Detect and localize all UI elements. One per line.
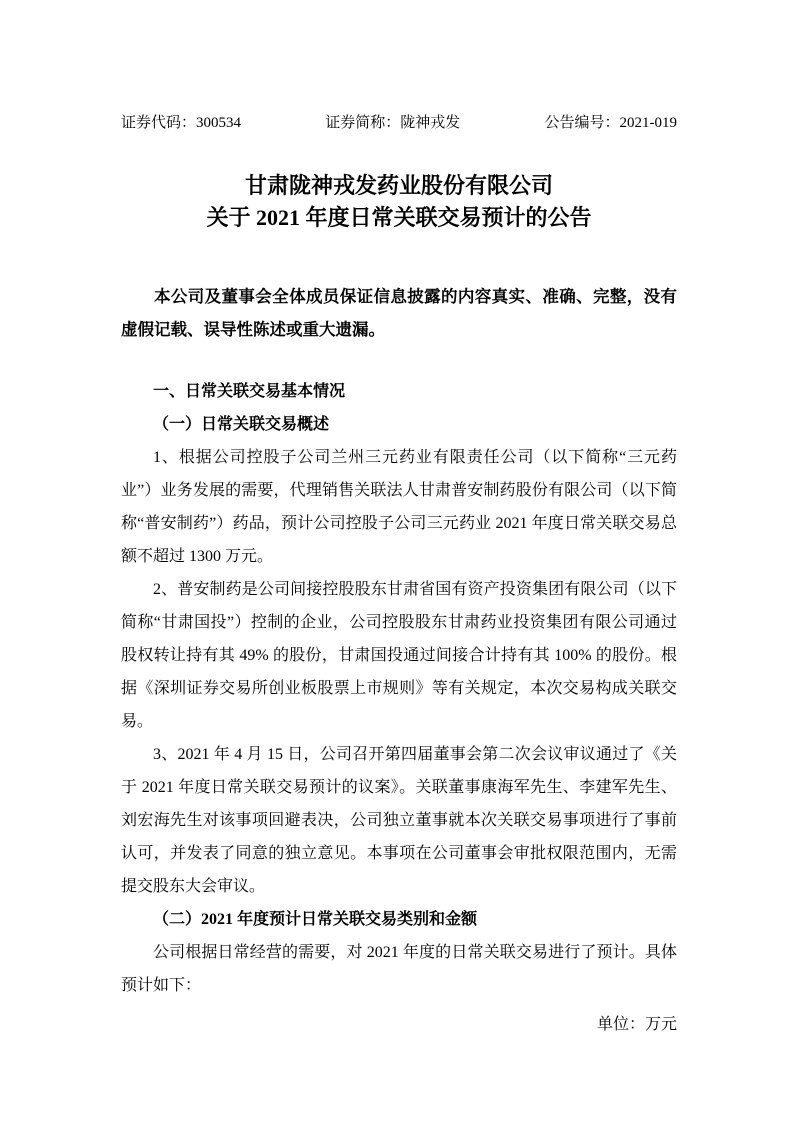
unit-note: 单位：万元 bbox=[596, 1016, 677, 1033]
board-statement: 本公司及董事会全体成员保证信息披露的内容真实、准确、完整，没有虚假记载、误导性陈述或重大遗漏。 bbox=[121, 287, 677, 339]
paragraph-1: 1、根据公司控股子公司兰州三元药业有限责任公司（以下简称“三元药业”）业务发展的需要，代理销售关联法人甘肃普安制药股份有限公司（以下简称“普安制药”）药品，预计公司控股子公司三元药业 2021 年度日常关联交易总额不超过 1300 万元。 bbox=[121, 449, 677, 565]
section-1-heading: 一、日常关联交易基本情况 bbox=[153, 383, 346, 400]
title-company-name: 甘肃陇神戎发药业股份有限公司 bbox=[244, 173, 553, 198]
paragraph-3: 3、2021 年 4 月 15 日，公司召开第四届董事会第二次会议审议通过了《关于 2021 年度日常关联交易预计的议案》。关联董事康海军先生、李建军先生、刘宏海先生对该事项回避表决，公司独立董事就本次关联交易事项进行了事前认可，并发表了同意的独立意见。本事项在公司董事会审批权限范围内，无需提交股东大会审议。 bbox=[121, 746, 677, 895]
subsection-1-2-heading: （二）2021 年度预计日常关联交易类别和金额 bbox=[153, 911, 478, 928]
subsection-1-1-heading: （一）日常关联交易概述 bbox=[153, 416, 330, 433]
stock-code: 证券代码：300534 bbox=[121, 115, 242, 131]
document-header bbox=[121, 112, 677, 134]
document-body bbox=[121, 375, 677, 1041]
document-title bbox=[121, 170, 677, 234]
title-announcement-subject: 关于 2021 年度日常关联交易预计的公告 bbox=[206, 205, 592, 230]
paragraph-2: 2、普安制药是公司间接控股股东甘肃省国有资产投资集团有限公司（以下简称“甘肃国投”）控制的企业，公司控股股东甘肃药业投资集团有限公司通过股权转让持有其 49% 的股份，甘肃国投通过间接合计持有其 100% 的股份。根据《深圳证券交易所创业板股票上市规则》等有关规定，本次交易构成关联交易。 bbox=[121, 581, 677, 730]
announcement-number: 公告编号：2021-019 bbox=[544, 115, 677, 131]
paragraph-4: 公司根据日常经营的需要，对 2021 年度的日常关联交易进行了预计。具体预计如下： bbox=[121, 944, 677, 994]
stock-name: 证券简称：陇神戎发 bbox=[325, 115, 461, 131]
